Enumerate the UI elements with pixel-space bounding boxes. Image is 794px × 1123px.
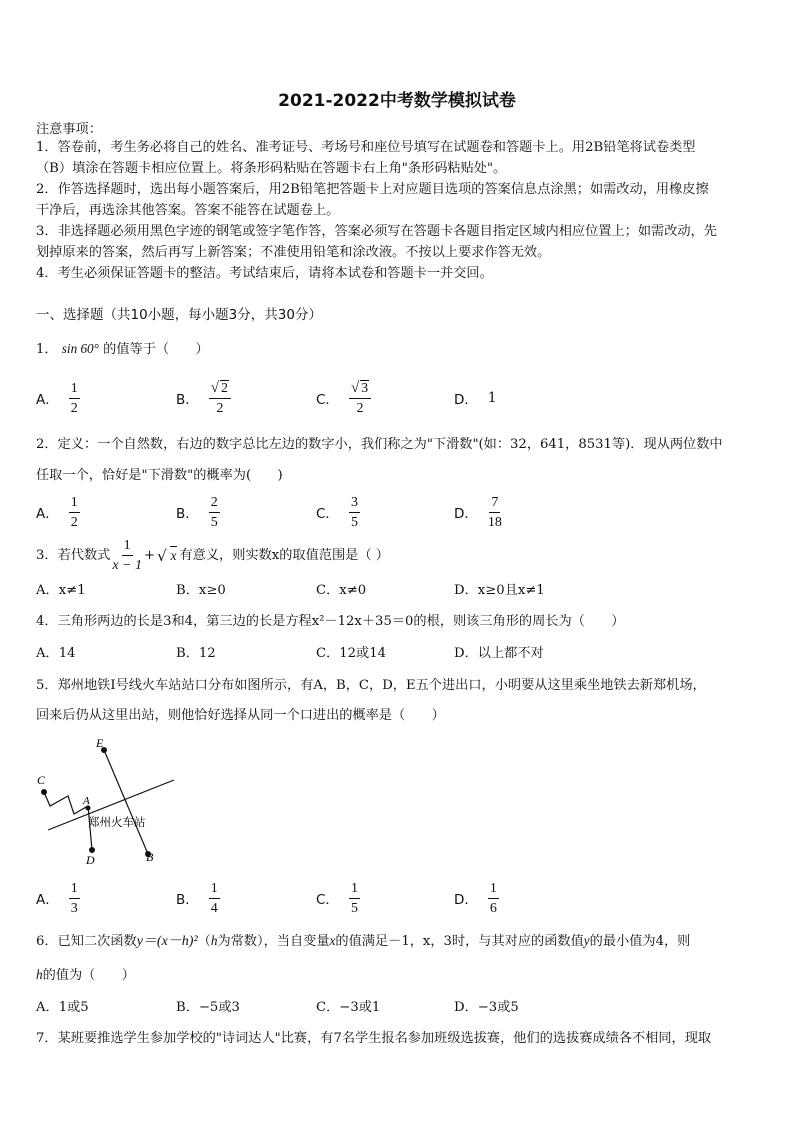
option-b[interactable]: B． $\frac{2}{5}$	[176, 494, 218, 530]
q2-options	[36, 494, 766, 530]
option-a[interactable]: A．x≠1	[36, 583, 86, 598]
fraction: $\frac{2}{5}$	[210, 494, 218, 530]
note-line: 干净后，再选涂其他答案。答案不能答在试题卷上。	[36, 203, 340, 218]
fraction: $\frac{3}{5}$	[350, 494, 358, 530]
question-text: 的值等于（ ）	[103, 342, 209, 357]
option-c[interactable]: C． $\frac{3}{5}$	[316, 494, 358, 530]
sqrt-icon: √	[157, 546, 167, 565]
option-a[interactable]: A． $\frac{1}{3}$	[36, 880, 78, 916]
option-d[interactable]: D．−3或5	[454, 1000, 519, 1015]
station-diagram	[36, 738, 176, 868]
option-d[interactable]: D．x≥0且x≠1	[454, 583, 545, 598]
question-4: 4．三角形两边的长是3和4，第三边的长是方程x²－12x＋35＝0的根，则该三角形的周长为（ ）	[36, 614, 625, 629]
question-2-line2: 任取一个，恰好是"下滑数"的概率为( )	[36, 468, 283, 483]
option-a[interactable]: A．14	[36, 646, 76, 661]
fraction: $\frac{7}{18}$	[487, 494, 502, 530]
fraction: $\frac{1}{4}$	[210, 880, 218, 916]
question-5-line1: 5．郑州地铁Ⅰ号线火车站站口分布如图所示，有A，B，C，D，E五个进出口，小明要从这里乘坐地铁去新郑机场，	[36, 678, 706, 693]
option-a[interactable]: A． $\frac{1}{2}$	[36, 380, 78, 416]
fraction: $\frac{√ 2}{2}$	[209, 380, 231, 416]
option-c[interactable]: C． $\frac{√ 3}{2}$	[316, 380, 371, 416]
page-title: 2021-2022中考数学模拟试卷	[278, 91, 516, 111]
option-a[interactable]: A． $\frac{1}{2}$	[36, 494, 78, 530]
question-5-line2: 回来后仍从这里出站，则他恰好选择从同一个口进出的概率是（ ）	[36, 708, 445, 723]
option-d[interactable]: D． $\frac{1}{6}$	[454, 880, 497, 916]
option-d[interactable]: D． $\frac{7}{18}$	[454, 494, 502, 530]
option-c[interactable]: C． $\frac{1}{5}$	[316, 880, 358, 916]
q5-options	[36, 880, 766, 916]
fraction: $\frac{1}{6}$	[489, 880, 497, 916]
fraction: $\frac{1}{2}$	[70, 494, 78, 530]
label-a: A	[83, 795, 90, 807]
fraction: $\frac{1}{x - 1}$	[112, 538, 142, 573]
section-heading: 一、选择题（共10小题，每小题3分，共30分）	[36, 307, 322, 323]
option-c[interactable]: C．−3或1	[316, 1000, 381, 1015]
math-expression: sin 60°	[61, 341, 99, 356]
note-line: 划掉原来的答案，然后再写上新答案；不准使用铅笔和涂改液。不按以上要求作答无效。	[36, 245, 551, 260]
line-eb	[104, 750, 148, 854]
option-d[interactable]: D．以上都不对	[454, 646, 544, 661]
fraction: $\frac{1}{5}$	[350, 880, 358, 916]
sqrt-icon: √	[210, 380, 219, 396]
question-7-line1: 7．某班要推选学生参加学校的"诗词达人"比赛，有7名学生报名参加班级选拔赛，他们的选拔赛成绩各不相同，现取	[36, 1031, 712, 1046]
note-line: 4．考生必须保证答题卡的整洁。考试结束后，请将本试卷和答题卡一并交回。	[36, 266, 493, 281]
note-line: 3．非选择题必须用黑色字迹的钢笔或签字笔作答，答案必须写在答题卡各题目指定区域内相应位置上；如需改动，先	[36, 224, 717, 239]
label-d: D	[86, 853, 95, 867]
option-a[interactable]: A．1或5	[36, 1000, 89, 1015]
question-6-line1: 6．已知二次函数y＝(x－h)²（h为常数），当自变量x的值满足－1，x，3时，与其对应的函数值y的最小值为4，则	[36, 933, 691, 949]
fraction: $\frac{1}{2}$	[70, 380, 78, 416]
option-c[interactable]: C．12或14	[316, 646, 387, 661]
note-line: 2．作答选择题时，选出每小题答案后，用2B铅笔把答题卡上对应题目选项的答案信息点涂黑；如需改动，用橡皮擦	[36, 182, 709, 197]
q1-options	[36, 380, 766, 416]
question-1	[36, 340, 209, 359]
option-b[interactable]: B． $\frac{1}{4}$	[176, 880, 218, 916]
note-line: （B）填涂在答题卡相应位置上。将条形码粘贴在答题卡右上角"条形码粘贴处"。	[36, 161, 507, 176]
question-2-line1: 2．定义：一个自然数，右边的数字总比左边的数字小，我们称之为"下滑数"(如：32，641，8531等)．现从两位数中	[36, 437, 723, 452]
fraction: $\frac{1}{3}$	[70, 880, 78, 916]
label-b: B	[146, 850, 154, 864]
label-c: C	[37, 773, 46, 787]
label-station: 郑州火车站	[88, 815, 146, 829]
math-expression: y＝(x－h)²	[136, 934, 198, 949]
option-b[interactable]: B．12	[176, 646, 216, 661]
question-3: 3．若代数式 $\frac{1}{x - 1}$ + √ x 有意义，则实数x的取值范围是（ ）	[36, 538, 389, 573]
notes-heading: 注意事项：	[36, 122, 102, 137]
option-b[interactable]: B．x≥0	[176, 583, 226, 598]
fraction: $\frac{√ 3}{2}$	[349, 380, 371, 416]
sqrt-icon: √	[350, 380, 360, 396]
option-d[interactable]: D． 1	[454, 390, 497, 408]
option-b[interactable]: B．−5或3	[176, 1000, 240, 1015]
question-6-line2: h的值为（ ）	[36, 967, 135, 983]
option-b[interactable]: B． $\frac{√ 2}{2}$	[176, 380, 231, 416]
note-line: 1．答卷前，考生务必将自己的姓名、准考证号、考场号和座位号填写在试题卷和答题卡上。用2B铅笔将试卷类型	[36, 140, 696, 155]
label-e: E	[96, 738, 104, 750]
option-c[interactable]: C．x≠0	[316, 583, 367, 598]
question-number: 1．	[36, 342, 58, 357]
point-c	[41, 789, 47, 795]
